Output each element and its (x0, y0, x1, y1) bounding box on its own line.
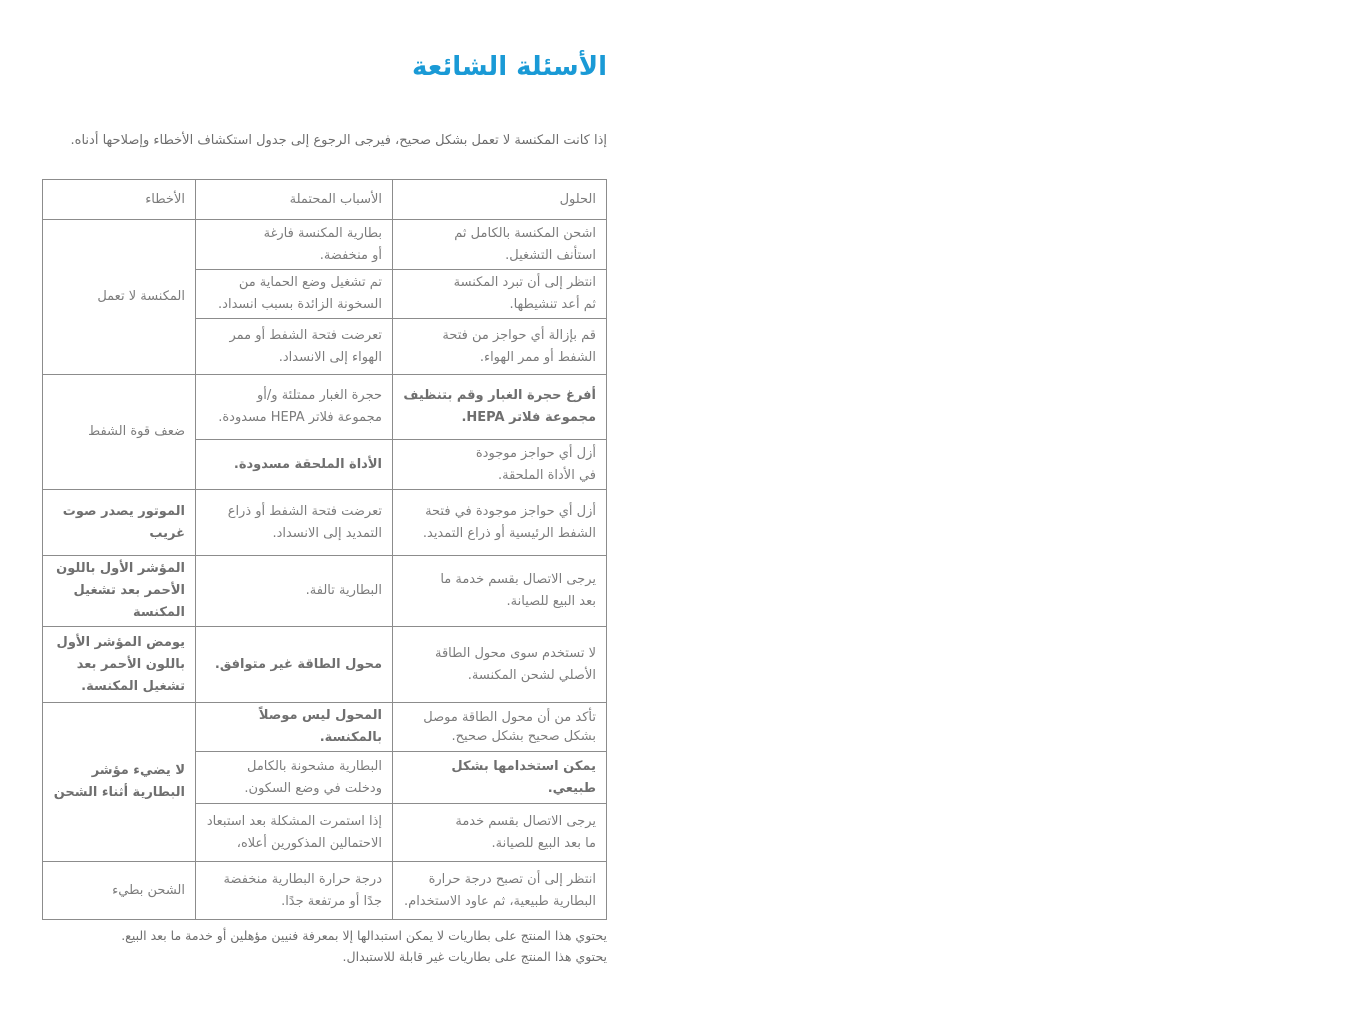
table-row (43, 862, 607, 920)
error-cell: الشحن بطيء (43, 862, 196, 920)
solution-cell: قم بإزالة أي حواجز من فتحة الشفط أو ممر الهواء. (393, 319, 607, 375)
page-title: الأسئلة الشائعة (412, 52, 607, 82)
intro-text: إذا كانت المكنسة لا تعمل بشكل صحيح، فيرجى الرجوع إلى جدول استكشاف الأخطاء وإصلاحها أدناه. (70, 133, 607, 148)
solution-cell: أزل أي حواجز موجودة في فتحة الشفط الرئيسية أو ذراع التمديد. (393, 490, 607, 556)
error-cell: الموتور يصدر صوت غريب (43, 490, 196, 556)
cause-cell: درجة حرارة البطارية منخفضة جدًا أو مرتفعة جدًا. (196, 862, 393, 920)
error-cell: المؤشر الأول باللون الأحمر بعد تشغيل المكنسة (43, 556, 196, 627)
cause-cell: بطارية المكنسة فارغة أو منخفضة. (196, 220, 393, 270)
table-row (43, 556, 607, 627)
footnotes (121, 925, 607, 967)
solution-cell: يرجى الاتصال بقسم خدمة ما بعد البيع للصيانة. (393, 804, 607, 862)
solution-cell: يرجى الاتصال بقسم خدمة ما بعد البيع للصيانة. (393, 556, 607, 627)
error-cell: يومض المؤشر الأول باللون الأحمر بعد تشغيل المكنسة. (43, 627, 196, 703)
footnote: يحتوي هذا المنتج على بطاريات غير قابلة للاستبدال. (342, 949, 607, 964)
cause-cell: المحول ليس موصلاً بالمكنسة. (196, 703, 393, 752)
solution-cell: انتظر إلى أن تبرد المكنسة ثم أعد تنشيطها. (393, 270, 607, 319)
table-header-row (43, 180, 607, 220)
table-row (43, 627, 607, 703)
header-causes: الأسباب المحتملة (196, 180, 393, 220)
troubleshooting-table (42, 179, 607, 920)
header-solutions: الحلول (393, 180, 607, 220)
cause-cell: محول الطاقة غير متوافق. (196, 627, 393, 703)
cause-cell: إذا استمرت المشكلة بعد استبعاد الاحتمالين المذكورين أعلاه، (196, 804, 393, 862)
solution-cell: لا تستخدم سوى محول الطاقة الأصلي لشحن المكنسة. (393, 627, 607, 703)
error-cell: المكنسة لا تعمل (43, 220, 196, 375)
solution-cell: أفرغ حجرة الغبار وقم بتنظيف مجموعة فلاتر HEPA. (393, 375, 607, 440)
solution-cell: تأكد من أن محول الطاقة موصل بشكل صحيح بشكل صحيح. (393, 703, 607, 752)
cause-cell: البطارية مشحونة بالكامل ودخلت في وضع السكون. (196, 752, 393, 804)
solution-cell: اشحن المكنسة بالكامل ثم استأنف التشغيل. (393, 220, 607, 270)
header-errors: الأخطاء (43, 180, 196, 220)
footnote: يحتوي هذا المنتج على بطاريات لا يمكن استبدالها إلا بمعرفة فنيين مؤهلين أو خدمة ما بعد البيع. (121, 928, 607, 943)
cause-cell: الأداة الملحقة مسدودة. (196, 440, 393, 490)
error-cell: ضعف قوة الشفط (43, 375, 196, 490)
solution-cell: انتظر إلى أن تصبح درجة حرارة البطارية طبيعية، ثم عاود الاستخدام. (393, 862, 607, 920)
table-row (43, 703, 607, 752)
solution-cell: يمكن استخدامها بشكل طبيعي. (393, 752, 607, 804)
cause-cell: البطارية تالفة. (196, 556, 393, 627)
cause-cell: حجرة الغبار ممتلئة و/أو مجموعة فلاتر HEPA مسدودة. (196, 375, 393, 440)
cause-cell: تعرضت فتحة الشفط أو ذراع التمديد إلى الانسداد. (196, 490, 393, 556)
solution-cell: أزل أي حواجز موجودة في الأداة الملحقة. (393, 440, 607, 490)
table-row (43, 375, 607, 440)
cause-cell: تم تشغيل وضع الحماية من السخونة الزائدة بسبب انسداد. (196, 270, 393, 319)
table-row (43, 220, 607, 270)
error-cell: لا يضيء مؤشر البطارية أثناء الشحن (43, 703, 196, 862)
cause-cell: تعرضت فتحة الشفط أو ممر الهواء إلى الانسداد. (196, 319, 393, 375)
table-row (43, 490, 607, 556)
